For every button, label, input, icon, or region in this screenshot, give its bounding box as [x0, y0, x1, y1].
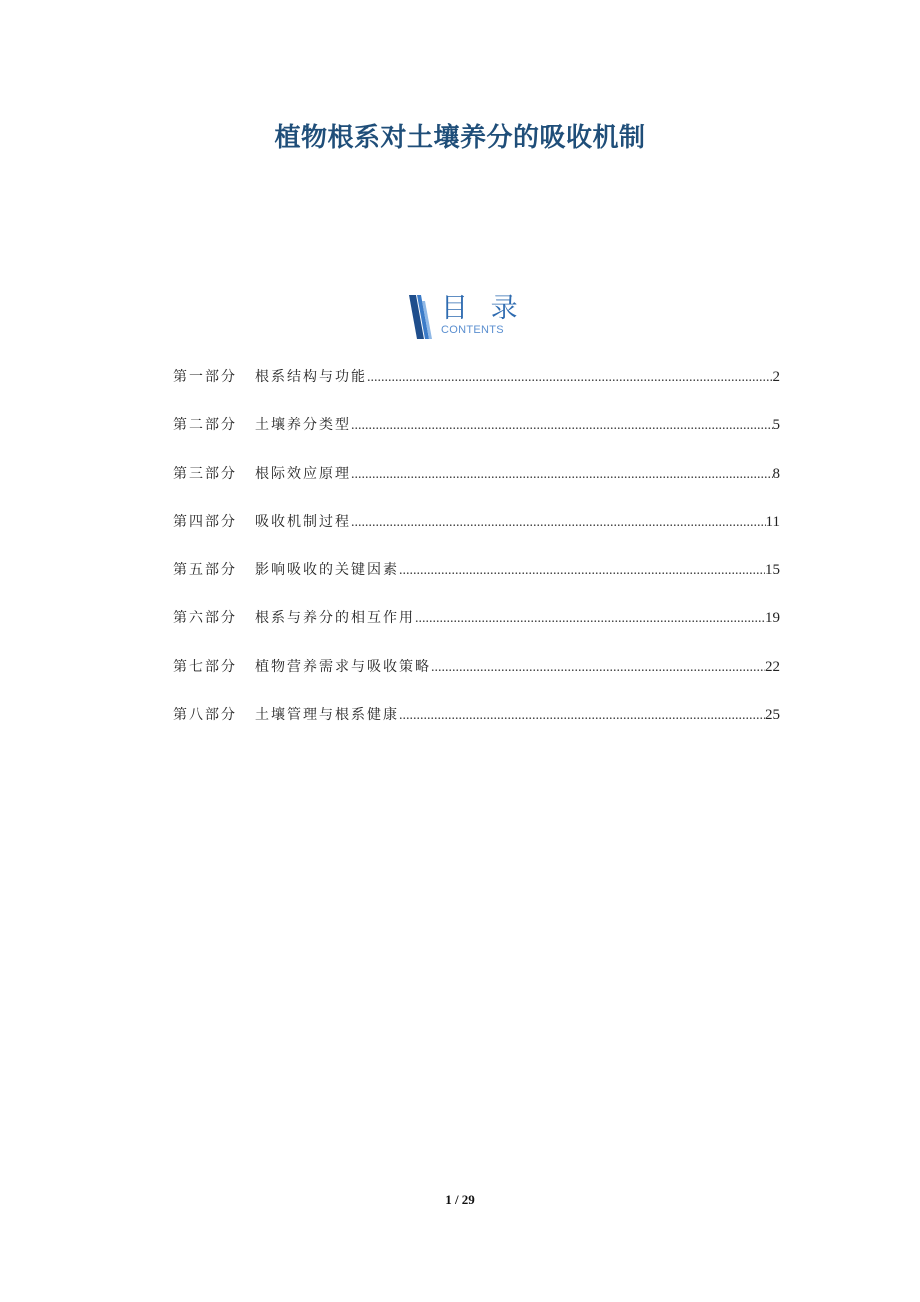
toc-entry-title: 吸收机制过程: [255, 513, 351, 530]
toc-dot-leader: [351, 515, 766, 531]
toc-entry-part: 第一部分: [173, 369, 237, 385]
toc-dot-leader: [351, 467, 773, 483]
toc-entry-page: 11: [765, 513, 780, 530]
toc-entry-title: 根系与养分的相互作用: [255, 610, 415, 627]
toc-heading: [407, 295, 527, 339]
toc-entry[interactable]: [173, 559, 780, 607]
toc-entry-part: 第八部分: [173, 707, 237, 724]
toc-dot-leader: [399, 563, 765, 579]
page-number: 1 / 29: [445, 1192, 475, 1207]
book-stripes-icon: [407, 295, 433, 339]
toc-subtitle: CONTENTS: [441, 324, 504, 336]
toc-entry-title: 土壤养分类型: [255, 417, 351, 434]
toc-entry[interactable]: [173, 607, 780, 655]
toc-entry-page: 22: [765, 658, 780, 675]
toc-entry-part: 第二部分: [173, 417, 237, 434]
toc-entry-page: 8: [772, 465, 780, 482]
toc-entry[interactable]: [173, 366, 780, 414]
document-title: 植物根系对土壤养分的吸收机制: [274, 123, 646, 153]
toc-entry[interactable]: [173, 511, 780, 559]
toc-entry[interactable]: [173, 463, 780, 511]
toc-entry[interactable]: [173, 704, 780, 752]
toc-dot-leader: [367, 370, 773, 386]
toc-entry-part: 第四部分: [173, 513, 237, 530]
toc-dot-leader: [351, 418, 773, 434]
toc-title: 目 录: [441, 293, 525, 324]
toc-list: [173, 366, 780, 752]
toc-entry-title: 根系结构与功能: [255, 369, 367, 385]
toc-entry-page: 25: [765, 707, 780, 724]
toc-entry-title: 影响吸收的关键因素: [255, 562, 399, 579]
toc-entry[interactable]: [173, 414, 780, 462]
toc-entry-page: 5: [772, 417, 780, 434]
toc-entry-part: 第三部分: [173, 465, 237, 482]
toc-entry[interactable]: [173, 656, 780, 704]
toc-entry-page: 2: [772, 369, 780, 385]
toc-entry-page: 15: [765, 562, 780, 579]
toc-entry-title: 根际效应原理: [255, 465, 351, 482]
toc-dot-leader: [399, 708, 765, 724]
toc-dot-leader: [415, 611, 765, 627]
toc-dot-leader: [431, 660, 765, 676]
toc-entry-part: 第六部分: [173, 610, 237, 627]
toc-entry-title: 土壤管理与根系健康: [255, 707, 399, 724]
toc-entry-part: 第七部分: [173, 658, 237, 675]
toc-entry-title: 植物营养需求与吸收策略: [255, 658, 431, 675]
toc-entry-page: 19: [765, 610, 780, 627]
toc-entry-part: 第五部分: [173, 562, 237, 579]
